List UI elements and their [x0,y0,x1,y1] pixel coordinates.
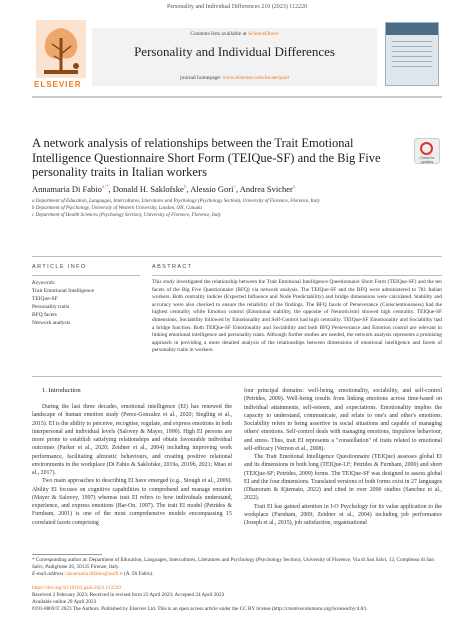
contents-line: Contents lists available at ScienceDirect [190,31,279,37]
body-column-right [244,387,442,527]
body-paragraph: Two main approaches to describing EI have emerged (e.g., Stough et al., 2009). Ability EI focuses on cognitive capabilities to comprehend and manage emotion (Mayer & Salovey, 1997) whereas trait EI refers to how individuals understand, experience, and express emotions (Bar-On, 1997). The trait EI model (Petrides & Furnham, 2001) is one of the most comprehensive models encompassing 15 correlated facets comprising [32,478,232,526]
author-name[interactable]: Andrea Svicher [239,184,293,194]
divider [32,275,140,276]
body-paragraph: four principal domains: well-being, emotionality, sociability, and self-control (Petrides, 2009). Well-being results from linking emotions across time-based on individual attainments, self-esteem, and expectations. Emotionality implies the capacity to understand, communicate, and relate to one's and other's emotions. Sociability refers to being assertive in social situations and capable of managing others' emotions. Self-control deals with managing emotions, impulsive behaviour, and stress. Thus, trait EI represents a "constellation" of traits related to emotional self-efficacy (Vernon et al., 2008). [244,388,442,452]
footnote-rule [32,554,102,555]
body-paragraph: Trait EI has gained attention in I-O Psychology for its value application to the workplace (Furnham, 2009; Zeidner et al., 2004) including job performance (Joseph et al., 2015), job satisfaction, organizational [244,503,442,526]
abstract-heading: ABSTRACT [152,264,193,270]
article-title: A network analysis of relationships between the Trait Emotional Intelligence Questionnaire Short Form (TEIQue-SF) and the Big Five personality traits in Italian workers [32,136,381,179]
journal-homepage-line: journal homepage: www.elsevier.com/locate/paid [180,75,289,81]
affiliation: b Department of Psychology, University of Western University, London, ON, Canada [32,206,202,211]
divider [32,256,442,257]
keyword: Personality traits [32,304,70,310]
divider [152,275,442,276]
author-name[interactable]: Annamaria Di Fabio [32,184,102,194]
check-for-updates-badge[interactable]: Check for updates [414,138,440,164]
abstract-text: This study investigated the relationship between the Trait Emotional Intelligence Questionnaire Short Form (TEIQue-SF) and the ten facets of the Big Five Questionnaire (BFQ) via network analysis. The TEIQue-SF and the BFQ were administered to 781 Italian workers. Both centrality indices (Expected Influence and Node Predictability) and bridge dimensions were calculated. Stability and accuracy were also checked to ensure the reliability of the findings. The BFQ facets of Perseverance (Conscientiousness) had the highest centrality while Emotion control (Emotional stability, the opposite of Neuroticism) showed high centrality. TEIQue-SF dimensions, Sociability followed by Emotionality and Self-Control had high centrality. TEIQue-SF Emotionality and Sociability had a bridge function. Both TEIQue-SF Emotionality and Sociability and both BFQ Perseverance and Emotion control are relevant in linking emotional intelligence and personality traits. Although further studies are needed, the network analysis represents a promising approach in providing a more detailed analysis of the relationships between dimensions of emotional intelligence and facets of personality traits in workers. [152,279,442,354]
email-link[interactable]: annamaria.difabio@unifi.it [66,571,123,577]
divider [32,376,442,377]
keyword: BFQ facets [32,312,57,318]
corresponding-author-note: * Corresponding author at: Department of Education, Languages, Intercultures, Literatures and Psychology (Psychology Section), University of Florence, Via di San Salvi, 12, Complesso di San Salvi, Padiglione 26, 50135 Firenze, Italy. [32,557,434,570]
doi-link[interactable]: https://doi.org/10.1016/j.paid.2023.112220 [32,585,121,591]
publisher-logo-text: ELSEVIER [34,80,82,89]
keyword: Network analysis [32,320,71,326]
body-column-left [32,403,232,527]
body-paragraph: During the last three decades, emotional intelligence (EI) has renewed the landscape of human emotion study (Perez-Gonzalez et al., 2020; Siegling et al., 2015). EI is the ability to perceive, recognise, regulate, and express emotions in both interpersonal and individual levels (Salovey & Mayer, 1990). High EI persons are more prone to establish satisfying relationships and obtain favourable individual outcomes (Parker et al., 2020; Zeidner et al., 2004) including improving work performance, facilitating altruistic behaviours, and creating positive relational environments in the workplace (Di Fabio & Saklofske, 2019a, 2019b, 2021; Miao et al., 2017). [32,404,232,476]
journal-cover-thumbnail [385,22,439,86]
affiliation: a Department of Education, Languages, Intercultures, Literatures and Psychology (Psychology Section), University of Florence, Florence, Italy [32,199,320,204]
body-paragraph: The Trait Emotional Intelligence Questionnaire (TEIQue) assesses global EI and its dimensions in both long (TEIQue-LF; Petrides & Furnham, 2000) and short (TEIQue-SF; Petrides, 2009) forms. The TEIQue-SF was designed to assess global EI and the four dimensions. Translated versions of both forms exist in 27 languages (Dhanoram & Kjtematu, 2022) and cited in over 2000 studies (Sanchez et al., 2022). [244,454,442,502]
running-header: Personality and Individual Differences 210 (2023) 112220 [167,4,307,10]
author-name[interactable]: Alessio Gori [190,184,234,194]
affiliation: c Department of Health Sciences (Psychology Section), University of Florence, Florence, Italy [32,213,222,218]
sciencedirect-link[interactable]: ScienceDirect [247,31,279,37]
author-name[interactable]: Donald H. Saklofske [112,184,184,194]
section-title: 1. Introduction [42,387,81,394]
keywords-label: Keywords: [32,280,56,286]
elsevier-tree-logo [36,20,86,78]
crossmark-icon [420,142,433,155]
online-date: Available online 29 April 2023 [32,599,97,605]
keyword: Trait Emotional Intelligence [32,288,95,294]
journal-title: Personality and Individual Differences [134,44,335,59]
article-dates: Received 2 February 2023; Received in revised form 23 April 2023; Accepted 24 April 2023 [32,592,225,598]
keyword: TEIQue-SF [32,296,58,302]
email-line: E-mail address: annamaria.difabio@unifi.it (A. Di Fabio). [32,571,154,577]
journal-homepage-link[interactable]: www.elsevier.com/locate/paid [222,75,289,81]
article-info-heading: ARTICLE INFO [32,264,87,270]
author-list: Annamaria Di Fabio$^{a,*}$, Donald H. Saklofske$^b$, Alessio Gori$^c$, Andrea Svicher$^a$ [32,184,296,194]
copyright-line: 0191-8869/© 2023 The Authors. Published by Elsevier Ltd. This is an open access article under the CC BY license (http://creativecommons.org/licenses/by/4.0/). [32,606,368,612]
